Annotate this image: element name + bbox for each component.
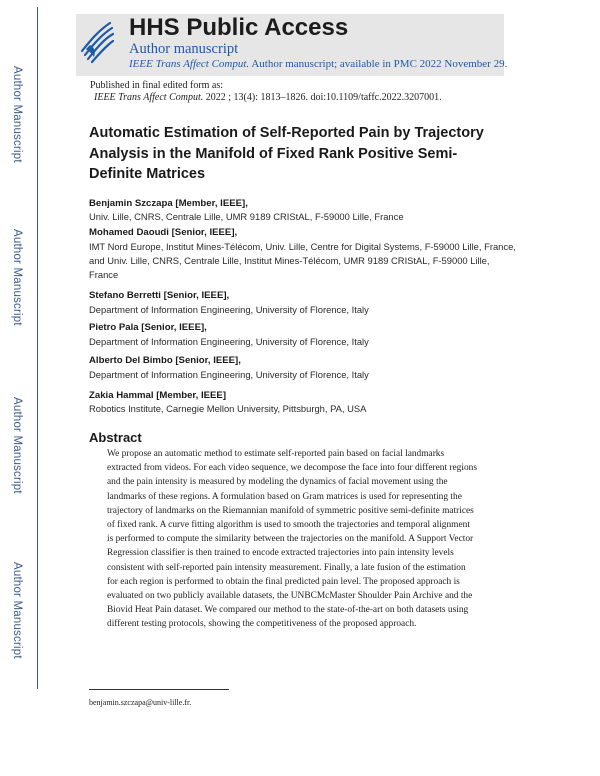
header-journal-note: Author manuscript; available in PMC 2022 November 29.	[249, 58, 508, 70]
abstract-line: consistent with self-reported pain intensity measurement. Finally, a late fusion of the estimation	[107, 562, 466, 573]
abstract-line: trajectory of landmarks on the Riemannian manifold of symmetric positive semi-definite matrices	[107, 505, 474, 516]
abstract-line: extracted from videos. For each video sequence, we decompose the face into four different regions	[107, 463, 477, 474]
author-affiliation-5: Department of Information Engineering, University of Florence, Italy	[89, 369, 369, 380]
header-title: HHS Public Access	[129, 14, 349, 41]
abstract-line: Biovid Heat Pain dataset. We compared our method to the state-of-the-art on both datasets using	[107, 605, 469, 616]
header-journal-name: IEEE Trans Affect Comput.	[129, 58, 250, 70]
author-name-5: Alberto Del Bimbo [Senior, IEEE],	[89, 355, 241, 366]
citation-details: 2022 ; 13(4): 1813–1826. doi:10.1109/taffc.2022.3207001.	[203, 92, 442, 103]
abstract-line: We propose an automatic method to estimate self-reported pain based on facial landmarks	[107, 449, 445, 459]
author-affiliation-4: Department of Information Engineering, University of Florence, Italy	[89, 336, 369, 347]
abstract-heading: Abstract	[89, 430, 142, 445]
citation	[94, 92, 442, 103]
hhs-eagle-icon	[76, 17, 116, 67]
footnote-rule	[89, 689, 229, 690]
author-affiliation-3: Department of Information Engineering, University of Florence, Italy	[89, 304, 369, 315]
author-affiliation-6: Robotics Institute, Carnegie Mellon University, Pittsburgh, PA, USA	[89, 403, 367, 414]
margin-rule	[37, 7, 38, 689]
abstract-line: evaluated on two publicly available datasets, the UNBCMcMaster Shoulder Pain Archive and the	[107, 591, 473, 602]
author-affiliation-1: Univ. Lille, CNRS, Centrale Lille, UMR 9189 CRIStAL, F-59000 Lille, France	[89, 211, 404, 222]
abstract-line: is performed to compute the similarity between the trajectories on the manifold. A Support Vector	[107, 534, 474, 545]
abstract-line: for each region is performed to obtain the final predicted pain level. The proposed approach is	[107, 576, 460, 587]
author-name-6: Zakia Hammal [Member, IEEE]	[89, 390, 227, 401]
header-subtitle: Author manuscript	[129, 41, 239, 57]
abstract-line: landmarks of these regions. A formulation based on Gram matrices is used for representing the	[107, 491, 462, 502]
header-journal-line	[129, 58, 507, 70]
author-affiliation-2: IMT Nord Europe, Institut Mines-Télécom, Univ. Lille, Centre for Digital Systems, F-59000 Lille, France, and Univ. Lille, CNRS, Centrale Lille, Institut Mines-Télécom, UMR 9189 CRIStAL, F-59000 Lille, France	[89, 241, 516, 280]
footnote-email: benjamin.szczapa@univ-lille.fr.	[89, 698, 192, 707]
paper-title: Automatic Estimation of Self-Reported Pain by Trajectory Analysis in the Manifold of Fixed Rank Positive Semi-Definite Matrices	[89, 125, 484, 182]
author-name-1: Benjamin Szczapa [Member, IEEE],	[89, 198, 248, 209]
abstract-line: of fixed rank. A curve fitting algorithm is used to smooth the trajectories and temporal alignment	[107, 520, 470, 531]
author-name-4: Pietro Pala [Senior, IEEE],	[89, 322, 207, 333]
author-name-3: Stefano Berretti [Senior, IEEE],	[89, 290, 230, 301]
abstract-line: and the pain intensity is measured by modeling the dynamics of facial movement using the	[107, 477, 448, 488]
abstract-line: Regression classifier is then trained to encode extracted trajectories into pain intensity levels	[107, 548, 454, 559]
citation-journal: IEEE Trans Affect Comput.	[94, 92, 204, 103]
abstract-body	[107, 447, 510, 632]
author-name-2: Mohamed Daoudi [Senior, IEEE],	[89, 227, 238, 238]
abstract-line: different testing protocols, showing the competitiveness of the proposed approach.	[107, 619, 417, 630]
published-label: Published in final edited form as:	[90, 80, 224, 91]
